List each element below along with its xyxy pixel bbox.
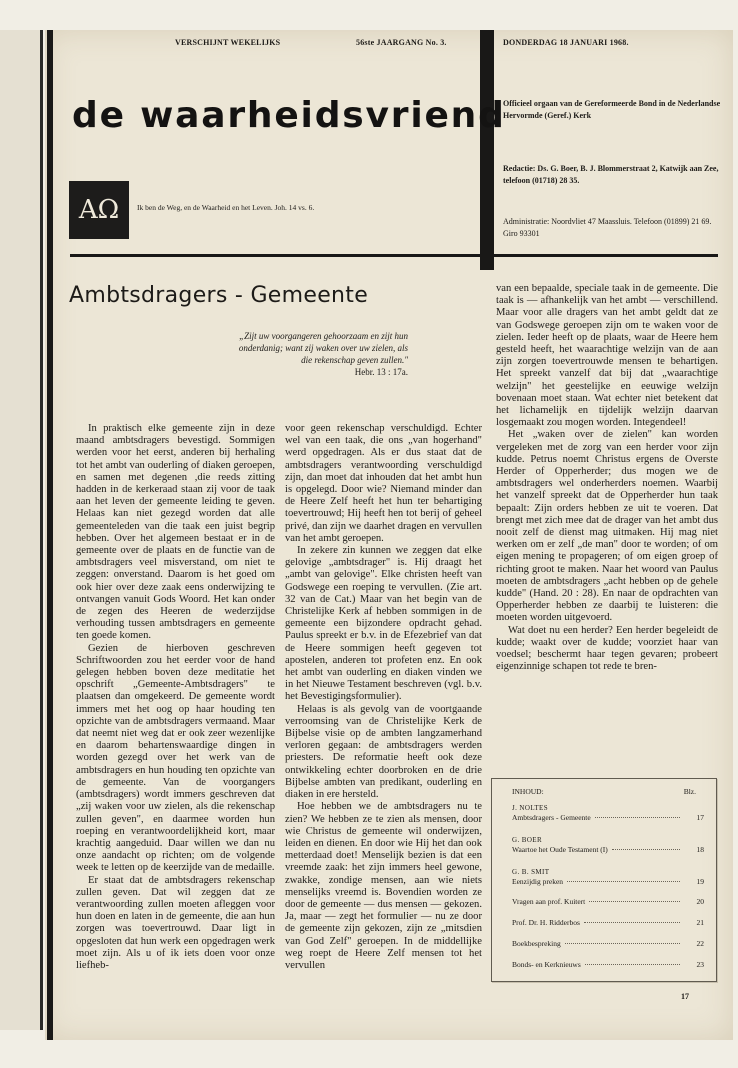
quote-reference: Hebr. 13 : 17a. (354, 367, 408, 377)
toc-title: Vragen aan prof. Kuitert (512, 897, 586, 906)
toc-header (512, 787, 704, 796)
toc-author: G. BOER (512, 836, 543, 844)
paragraph: Wat doet nu een herder? Een herder begeleidt de kudde; waakt over de kudde; voorziet haar van voedsel; beschermt haar tegen gevaren; probeert eigenzinnige schapen tot rede te bren- (496, 624, 718, 673)
issue-date: DONDERDAG 18 JANUARI 1968. (503, 38, 629, 47)
toc-title: Ambtsdragers - Gemeente (512, 813, 591, 822)
paragraph: Helaas is als gevolg van de voortgaande verroomsing van de Christelijke Kerk de Bijbelse visie op de ambten langzamerhand verloren gegaan: de ambtsdragers werden priesters. De reformatie heeft ook deze ontwikkeling echter doorbroken en de drie Bijbelse ambten van predikant, ouderling en diaken in ere hersteld. (285, 703, 482, 801)
frequency-label: VERSCHIJNT WEKELIJKS (175, 38, 281, 47)
toc-item[interactable] (512, 939, 704, 949)
toc-item[interactable] (512, 960, 704, 970)
paragraph: Gezien de hierboven geschreven Schriftwoorden zou het eerder voor de hand gelegen hebben boven deze meditatie het opschrift „Gemeente-Ambtsdragers" te plaatsen dan omgekeerd. De gemeente wordt immers met het oog op haar houding ten opzichte van de ambtsdragers vermaand. Maar dat neemt niet weg dat er ook zeer wezenlijke en daarom behartenswaardige dingen in worden gezegd over het werk van de ambtsdragers en hun houding ten opzichte van de gemeente. Van de voorgangers (ambtsdragers) wordt immers geschreven dat „zij waken voor uw zielen, als die rekenschap zullen geven", en daarmee worden hun roeping en verantwoordelijkheid kort, maar krachtig aangeduid. Daar willen we dan nu onze aandacht op richten; om de volgende week te letten op de keerzijde van de medaille. (76, 642, 275, 874)
toc-page: 17 (696, 813, 704, 822)
article-column-3 (496, 283, 718, 674)
official-organ: Officieel orgaan van de Gereformeerde Bond in de Nederlandse Hervormde (Geref.) Kerk (503, 99, 721, 120)
paragraph: Het „waken over de zielen" kan worden vergeleken met de zorg van een herder voor zijn kudde. Petrus noemt Christus ergens de Overste Herder of Opperherder; dus mogen we de ambtsdragers wel onderherders noemen. Waarbij het vanzelf spreekt dat de Opperherder hun taak bepaalt: Zijn orders hebben ze uit te voeren. Dat brengt met zich mee dat de drager van het ambt dus nooit zelf de dienst mag uitmaken. Hij mag niet werken om er zelf „de man" door te worden; of om eigen mening te propageren; of om eigen groep of richting groot te maken. Naar het woord van Paulus moeten de ambtsdragers „acht hebben op de gehele kudde" (Hand. 20 : 28). En naar de opdrachten van Opperherder hebben ze daarbij te luisteren: die moeten worden uitgevoerd. (496, 429, 718, 624)
paragraph: Hoe hebben we de ambtsdragers nu te zien? We hebben ze te zien als mensen, door wie Christus de gemeente wil onderwijzen, leiden en dienen. En door wie Hij het dan ook metterdaad doet! Menselijk bezien is dat een vreemde zaak: het zijn immers heel gewone, zwakke, zondige mensen, aan wie niets menselijks vreemd is. Bovendien worden ze door de gemeente — dus mensen — gekozen. Ja, maar — zegt het formulier — nu ze door de gemeente zijn gekozen, zijn ze „mitsdien van God Zelf" geroepen. In de middellijke weg roept de Heere Zelf mensen tot het vervullen (285, 801, 482, 971)
toc-heading: INHOUD: (512, 787, 544, 796)
toc-page-column-label: Blz. (683, 787, 696, 796)
left-black-edge (47, 30, 53, 1040)
masthead-rule (70, 254, 718, 257)
paragraph: In zekere zin kunnen we zeggen dat elke gelovige „ambtsdrager" is. Hij draagt het „ambt van gelovige". Elke christen heeft van Godswege een roeping te vervullen. (Zie art. 32 van de Cat.) Maar van het begin van de Christelijke Kerk af hebben sommigen in de gemeente een bijzondere opdracht gehad. Paulus spreekt er b.v. in de Efezebrief van dat de Heere sommigen heeft gegeven tot apostelen, anderen tot profeten enz. En ook het ambt van ouderling en diaken vinden we in het Nieuwe Testament beschreven (vgl. b.v. het Bevestigingsformulier). (285, 545, 482, 703)
article-column-2 (285, 423, 482, 972)
previous-page-edge (0, 30, 43, 1030)
alpha-omega-logo: AΩ (69, 181, 129, 239)
toc-page: 21 (696, 918, 704, 927)
toc-author: G. B. SMIT (512, 868, 550, 876)
toc-page: 23 (696, 960, 704, 969)
toc-page: 18 (696, 845, 704, 854)
toc-item[interactable] (512, 897, 704, 907)
toc-item[interactable] (512, 918, 704, 928)
paragraph: van een bepaalde, speciale taak in de gemeente. Die taak is — afhankelijk van het ambt — verschillend. Maar voor alle dragers van het ambt geldt dat ze van Godswege geroepen zijn om te waken voor de zielen. Ieder heeft op de plaats, waar de Heere hem gesteld heeft, het waarachtige welzijn van de aan zijn zorgen toevertrouwde mensen te behartigen. Het spreekt vanzelf dat bij dat „waarachtige welzijn" het geestelijke en eeuwige welzijn bovenaan moet staan. Wat echter niet betekent dat het lichamelijk en tijdelijk welzijn daarvan losgemaakt zou mogen worden. Integendeel! (496, 283, 718, 429)
article-column-1 (76, 423, 275, 972)
paragraph: In praktisch elke gemeente zijn in deze maand ambtsdragers bevestigd. Sommigen werden voor het eerst, anderen bij herhaling tot het ambt van ouderling of diaken geroepen, en samen met degenen ,die reeds zitting hadden in de kerkeraad staan zij voor de taak aan het leven der gemeente leiding te geven. Helaas kan niet gezegd worden dat alle gemeenteleden van die taak een juist begrip hebben. Over het algemeen bestaat er in de gemeente over de plaats en de functie van de ambtsdragers veel misverstand, om niet te zeggen: onverstand. Daarom is het goed om ook hier over deze zaak eens onderwijzing te ontvangen vanuit Gods Woord. Het kan onder de zegen des Heeren de wederzijdse verhouding tussen ambtsdragers en gemeente ten goede komen. (76, 423, 275, 642)
toc-author: J. NOLTES (512, 804, 549, 812)
masthead-vertical-bar (480, 30, 494, 270)
toc-item[interactable] (512, 803, 704, 823)
toc-title: Boekbespreking (512, 939, 561, 948)
newspaper-title: de waarheidsvriend (72, 95, 506, 136)
editorial-address: Redactie: Ds. G. Boer, B. J. Blommerstraat 2, Katwijk aan Zee, telefoon (01718) 28 35. (503, 164, 719, 185)
toc-item[interactable] (512, 867, 704, 887)
toc-title: Prof. Dr. H. Ridderbos (512, 918, 580, 927)
toc-page: 22 (696, 939, 704, 948)
article-headline: Ambtsdragers - Gemeente (69, 283, 369, 308)
toc-page: 20 (696, 897, 704, 906)
volume-label: 56ste JAARGANG No. 3. (356, 38, 447, 47)
scripture-quote (228, 330, 408, 378)
paragraph: voor geen rekenschap verschuldigd. Echter wel van een taak, die ons „van hogerhand" werd opgedragen. Als er dus staat dat de ambtsdragers verantwoording verschuldigd zijn, dan moet dat inhouden dat het ambt hun is opgelegd. Door wie? Niemand minder dan de Heere Zelf heeft het hun ter behartiging toevertrouwd; Hij heeft hen tot berij of geheel privé, dan zijn we daarhet dragen en vervullen van het ambt geroepen. (285, 423, 482, 544)
motto: Ik ben de Weg, en de Waarheid en het Leven. Joh. 14 vs. 6. (137, 203, 315, 212)
page-number: 17 (681, 992, 689, 1001)
table-of-contents (491, 778, 717, 982)
paragraph: Er staat dat de ambtsdragers rekenschap zullen geven. Dat wil zeggen dat ze verantwoording zullen moeten afleggen voor hun doen en laten in de gemeente, die aan hun zorgen was toevertrouwd. Daar ligt in opgesloten dat hun werk een opgedragen werk moet zijn. Als u of ik iets doen voor onze liefheb- (76, 874, 275, 971)
toc-title: Bonds- en Kerknieuws (512, 960, 581, 969)
toc-title: Waartoe het Oude Testament (I) (512, 845, 608, 854)
toc-page: 19 (696, 877, 704, 886)
quote-text: „Zijt uw voorgangeren gehoorzaam en zijt hun onderdanig; want zij waken over uw zielen, als die rekenschap geven zullen." (238, 331, 408, 365)
administration-address: Administratie: Noordvliet 47 Maassluis. Telefoon (01899) 21 69. Giro 93301 (503, 217, 712, 238)
toc-title: Eenzijdig preken (512, 877, 564, 886)
toc-item[interactable] (512, 835, 704, 855)
